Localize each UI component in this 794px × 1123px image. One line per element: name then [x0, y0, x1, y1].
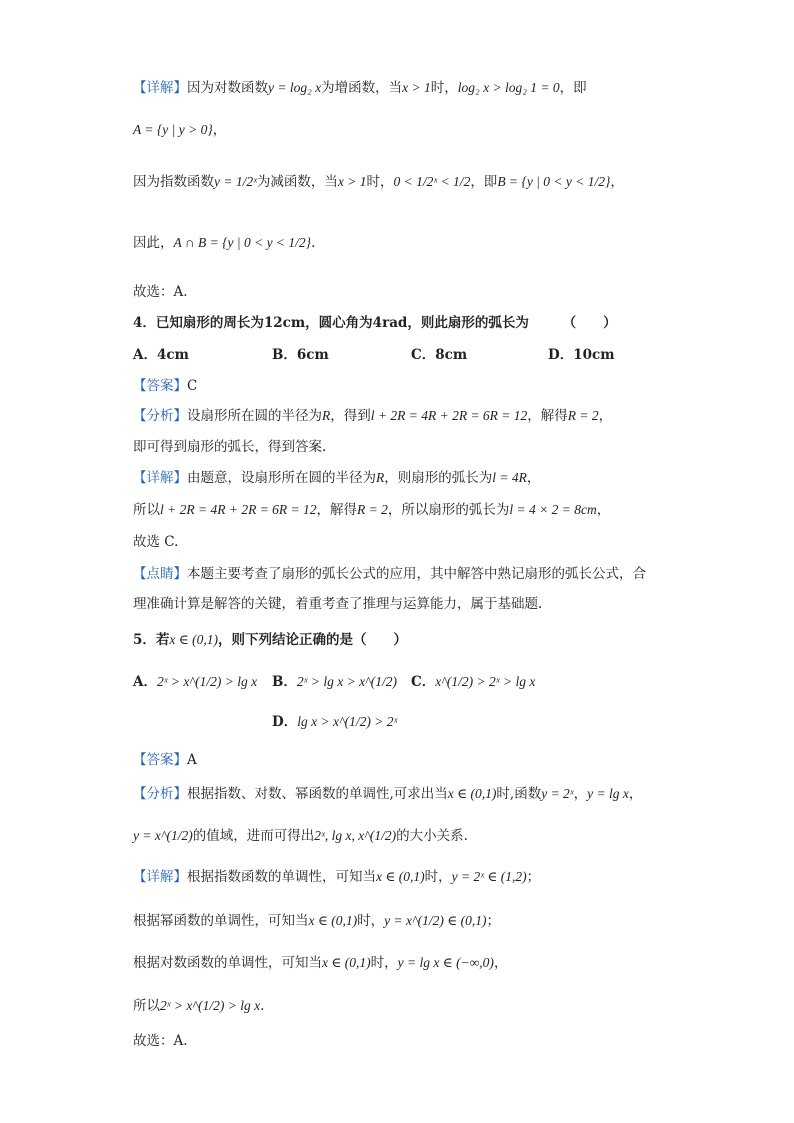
- body-text: 根据幂函数的单调性，可知当: [133, 913, 309, 929]
- section-tag: 【分析】: [133, 408, 187, 424]
- question-text: B．: [272, 674, 297, 690]
- text-line: [133, 313, 617, 333]
- text-line: [133, 78, 587, 98]
- text-line: [133, 233, 315, 253]
- math-expression: x ∈ (0,1): [169, 632, 219, 647]
- text-line: [133, 826, 468, 846]
- text-line: [133, 594, 542, 614]
- question-text: C．: [411, 674, 436, 690]
- math-expression: R: [322, 408, 331, 423]
- text-line: [133, 532, 178, 552]
- question-text: A．: [133, 674, 157, 690]
- body-text: 时，: [357, 913, 385, 929]
- math-expression: x ∈ (0,1): [447, 786, 497, 801]
- math-expression: l = 4 × 2 = 8cm: [509, 502, 597, 517]
- section-tag: 【点睛】: [133, 566, 187, 582]
- math-expression: l + 2R = 4R + 2R = 6R = 12: [160, 502, 317, 517]
- section-tag: 【答案】: [133, 752, 187, 768]
- body-text: 所以: [133, 998, 160, 1014]
- text-line: [272, 345, 329, 365]
- text-line: [133, 468, 540, 488]
- body-text: 根据指数函数的单调性，可知当: [187, 869, 376, 885]
- body-text: 本题主要考查了扇形的弧长公式的应用，其中解答中熟记扇形的弧长公式，合: [187, 566, 646, 582]
- math-expression: y = x^(1/2) ∈ (0,1): [384, 913, 487, 928]
- question-text: D．10cm: [548, 347, 615, 363]
- math-expression: log₂ x > log₂ 1 = 0: [457, 80, 560, 95]
- body-text: 时，: [430, 80, 458, 96]
- math-expression: 2ˣ > lg x > x^(1/2): [296, 674, 397, 689]
- question-text: 4．已知扇形的周长为12cm，圆心角为4rad，则此扇形的弧长为 （ ）: [133, 315, 617, 331]
- body-text: .: [260, 998, 265, 1014]
- math-expression: y = 1/2ˣ: [214, 174, 257, 189]
- body-text: 根据指数、对数、幂函数的单调性,可求出当: [187, 786, 448, 802]
- body-text: ，所以扇形的弧长为: [387, 502, 510, 518]
- body-text: 因为对数函数: [187, 80, 268, 96]
- text-line: [411, 672, 535, 692]
- body-text: ，: [596, 502, 611, 518]
- math-expression: l + 2R = 4R + 2R = 6R = 12: [370, 408, 528, 423]
- math-expression: 2ˣ > x^(1/2) > lg x: [160, 998, 261, 1013]
- text-line: [133, 437, 326, 457]
- math-expression: y = 2ˣ: [541, 786, 574, 801]
- body-text: 故选 C.: [133, 534, 179, 550]
- body-text: 时,函数: [496, 786, 542, 802]
- section-tag: 【答案】: [133, 378, 187, 394]
- text-line: [133, 120, 226, 140]
- body-text: ；: [526, 869, 541, 885]
- body-text: ，解得: [527, 408, 568, 424]
- body-text: 理准确计算是解答的关键，着重考查了推理与运算能力，属于基础题.: [133, 596, 543, 612]
- body-text: ，则扇形的弧长为: [384, 470, 493, 486]
- body-text: ，即: [559, 80, 587, 96]
- math-expression: x ∈ (0,1): [308, 913, 358, 928]
- body-text: 为减函数，当: [256, 174, 338, 190]
- text-line: [272, 712, 397, 732]
- body-text: C: [187, 378, 198, 394]
- text-line: [272, 672, 397, 692]
- math-expression: x > 1: [402, 80, 431, 95]
- body-text: ，解得: [316, 502, 358, 518]
- text-line: [133, 996, 264, 1016]
- body-text: ，: [628, 786, 643, 802]
- body-text: 故选：A.: [133, 284, 188, 300]
- math-expression: 2ˣ, lg x, x^(1/2): [314, 828, 397, 843]
- math-expression: 2ˣ > x^(1/2) > lg x: [156, 674, 258, 689]
- math-expression: R = 2: [357, 502, 388, 517]
- text-line: [133, 564, 646, 584]
- body-text: 因为指数函数: [133, 174, 214, 190]
- question-text: ，则下列结论正确的是（ ）: [218, 632, 408, 648]
- body-text: 根据对数函数的单调性，可知当: [133, 955, 322, 971]
- math-expression: y = x^(1/2): [133, 828, 193, 843]
- body-text: ，: [610, 174, 624, 190]
- math-expression: 0 < 1/2ˣ < 1/2: [393, 174, 471, 189]
- math-expression: A = {y | y > 0}: [133, 122, 213, 137]
- text-line: [133, 376, 197, 396]
- question-text: 5．若: [133, 632, 170, 648]
- question-text: B．6cm: [272, 347, 329, 363]
- body-text: 为增函数，当: [321, 80, 403, 96]
- body-text: 时，: [424, 869, 452, 885]
- text-line: [133, 784, 642, 804]
- math-expression: y = 2ˣ ∈ (1,2): [451, 869, 527, 884]
- text-line: [133, 672, 257, 692]
- text-line: [133, 750, 197, 770]
- question-text: C．8cm: [411, 347, 468, 363]
- body-text: ，即: [470, 174, 498, 190]
- text-line: [133, 406, 612, 426]
- body-text: ，: [212, 122, 227, 138]
- text-line: [133, 630, 407, 650]
- math-expression: lg x > x^(1/2) > 2ˣ: [297, 714, 398, 729]
- text-line: [133, 500, 610, 520]
- body-text: ，: [598, 408, 613, 424]
- math-expression: R = 2: [567, 408, 599, 423]
- math-expression: x ∈ (0,1): [376, 869, 425, 884]
- body-text: .: [311, 235, 316, 251]
- body-text: 的大小关系.: [396, 828, 468, 844]
- section-tag: 【详解】: [133, 80, 187, 96]
- text-line: [133, 953, 507, 973]
- math-expression: y = log₂ x: [268, 80, 322, 95]
- math-expression: y = lg x ∈ (−∞,0): [397, 955, 494, 970]
- math-expression: x^(1/2) > 2ˣ > lg x: [435, 674, 536, 689]
- body-text: 即可得到扇形的弧长，得到答案.: [133, 439, 327, 455]
- text-line: [133, 911, 500, 931]
- text-line: [411, 345, 467, 365]
- body-text: 时，: [370, 955, 398, 971]
- text-line: [133, 172, 624, 192]
- body-text: 由题意，设扇形所在圆的半径为: [187, 470, 376, 486]
- math-expression: x ∈ (0,1): [322, 955, 371, 970]
- question-text: D．: [272, 714, 298, 730]
- math-expression: l = 4R: [492, 470, 527, 485]
- text-line: [548, 345, 615, 365]
- section-tag: 【分析】: [133, 786, 187, 802]
- body-text: 时，: [366, 174, 394, 190]
- body-text: 因此，: [133, 235, 174, 251]
- body-text: ，: [573, 786, 588, 802]
- text-line: [133, 282, 188, 302]
- math-expression: A ∩ B = {y | 0 < y < 1/2}: [173, 235, 312, 250]
- section-tag: 【详解】: [133, 869, 187, 885]
- body-text: 故选：A.: [133, 1033, 188, 1049]
- math-expression: y = lg x: [587, 786, 629, 801]
- text-line: [133, 1031, 188, 1051]
- text-line: [133, 867, 540, 887]
- body-text: 所以: [133, 502, 160, 518]
- text-line: [133, 345, 189, 365]
- body-text: ；: [486, 913, 500, 929]
- body-text: ，得到: [330, 408, 371, 424]
- math-expression: B = {y | 0 < y < 1/2}: [497, 174, 611, 189]
- question-text: A．4cm: [133, 347, 189, 363]
- body-text: ，: [526, 470, 541, 486]
- math-expression: x > 1: [337, 174, 367, 189]
- math-expression: R: [376, 470, 385, 485]
- body-text: A: [187, 752, 197, 768]
- body-text: 设扇形所在圆的半径为: [187, 408, 322, 424]
- body-text: ，: [493, 955, 508, 971]
- section-tag: 【详解】: [133, 470, 187, 486]
- body-text: 的值域，进而可得出: [192, 828, 315, 844]
